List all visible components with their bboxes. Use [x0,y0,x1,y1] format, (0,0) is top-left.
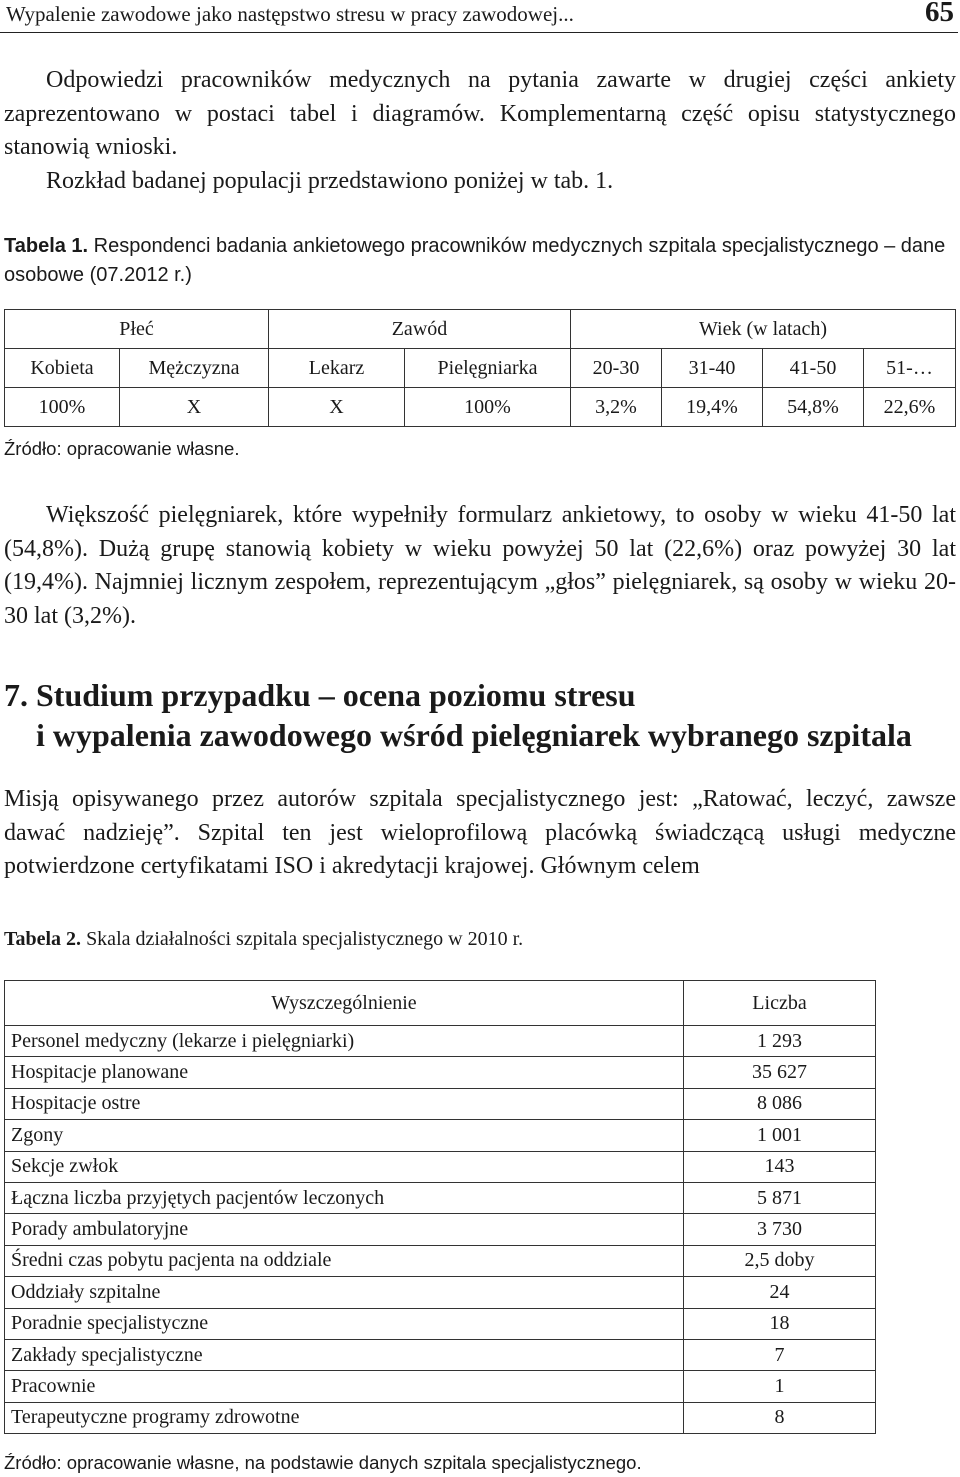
table1-value-cell: X [269,388,405,427]
table1-group-cell: Zawód [269,310,571,349]
table2-row [5,1277,876,1308]
table2-value-cell: 7 [684,1339,876,1370]
table2-value-cell: 3 730 [684,1214,876,1245]
table1 [4,309,956,427]
page-header [0,0,958,33]
table2-label-cell: Poradnie specjalistyczne [5,1308,684,1339]
table1-value-cell: 3,2% [571,388,662,427]
table2-row [5,1371,876,1402]
table1-value-cell: 54,8% [763,388,864,427]
table1-header-cell: Kobieta [5,349,120,388]
table2-row [5,1026,876,1057]
table2-label-cell: Hospitacje planowane [5,1057,684,1088]
table2-value-cell: 8 [684,1402,876,1433]
table1-value-cell: 100% [5,388,120,427]
table1-header-cell: 20-30 [571,349,662,388]
table2-label-cell: Hospitacje ostre [5,1088,684,1119]
table1-group-cell: Płeć [5,310,269,349]
table2-header-cell: Wyszczególnienie [5,981,684,1026]
table1-value-cell: 19,4% [662,388,763,427]
table2-label-cell: Pracownie [5,1371,684,1402]
intro-paragraph: Odpowiedzi pracowników medycznych na pytania zawarte w drugiej części ankiety zaprezentowano w postaci tabel i diagramów. Komplementarną część opisu statystycznego stanowią wnioski. [4,67,956,160]
table1-header-row [5,349,956,388]
table2-label: Tabela 2. [4,928,82,950]
table1-value-cell: 100% [405,388,571,427]
table2-value-cell: 2,5 doby [684,1245,876,1276]
table2-row [5,1182,876,1213]
table2-value-cell: 24 [684,1277,876,1308]
table2-header-cell: Liczba [684,981,876,1026]
table2-source: Źródło: opracowanie własne, na podstawie danych szpitala specjalistycznego. [4,1452,642,1473]
table2-row [5,1151,876,1182]
table1-header-cell: Pielęgniarka [405,349,571,388]
mission-paragraph: Misją opisywanego przez autorów szpitala specjalistycznego jest: „Ratować, leczyć, zawsze dawać nadzieję”. Szpital ten jest wieloprofilową placówką świadczącą usługi medyczne potwierdzone certyfikatami ISO i akredytacji krajowej. Głównym celem [4,786,956,879]
section-heading-line1: 7. Studium przypadku – ocena poziomu stresu [4,677,636,713]
table2-label-cell: Terapeutyczne programy zdrowotne [5,1402,684,1433]
table2-row [5,1057,876,1088]
table2-row [5,1245,876,1276]
table1-header-cell: Mężczyzna [120,349,269,388]
table2-row [5,1402,876,1433]
table2-value-cell: 143 [684,1151,876,1182]
table2-value-cell: 8 086 [684,1088,876,1119]
table2-label-cell: Średni czas pobytu pacjenta na oddziale [5,1245,684,1276]
table1-header-cell: 51-… [864,349,956,388]
table2-header-row [5,981,876,1026]
table1-group-cell: Wiek (w latach) [571,310,956,349]
table2-row [5,1214,876,1245]
table2-value-cell: 18 [684,1308,876,1339]
intro-paragraph-2: Rozkład badanej populacji przedstawiono poniżej w tab. 1. [46,168,614,194]
section-heading-line2: i wypalenia zawodowego wśród pielęgniarek wybranego szpitala [36,717,912,753]
table1-caption [4,232,956,290]
page-number: 65 [925,0,954,28]
table1-header-cell: 31-40 [662,349,763,388]
summary-paragraph: Większość pielęgniarek, które wypełniły formularz ankietowy, to osoby w wieku 41-50 lat (54,8%). Dużą grupę stanowią kobiety w wieku powyżej 50 lat (22,6%) oraz powyżej 30 lat (19,4%). Najmniej licznym zespołem, reprezentującym „głos” pielęgniarek, są osoby w wieku 20-30 lat (3,2%). [4,502,956,629]
table2-label-cell: Zgony [5,1120,684,1151]
table1-header-cell: Lekarz [269,349,405,388]
section-heading [4,675,956,755]
table2-label-cell: Zakłady specjalistyczne [5,1339,684,1370]
table2-value-cell: 1 [684,1371,876,1402]
running-title: Wypalenie zawodowe jako następstwo stresu w pracy zawodowej... [6,2,574,26]
table1-header-cell: 41-50 [763,349,864,388]
table2-label-cell: Oddziały szpitalne [5,1277,684,1308]
table2-value-cell: 1 293 [684,1026,876,1057]
table1-source: Źródło: opracowanie własne. [4,438,240,459]
table2-row [5,1308,876,1339]
table2-label-cell: Personel medyczny (lekarze i pielęgniarki) [5,1026,684,1057]
table2-label-cell: Łączna liczba przyjętych pacjentów leczonych [5,1182,684,1213]
table1-value-cell: X [120,388,269,427]
table1-group-row [5,310,956,349]
table2-row [5,1120,876,1151]
table2-row [5,1339,876,1370]
table1-caption-text: Respondenci badania ankietowego pracowników medycznych szpitala specjalistycznego – dane osobowe (07.2012 r.) [4,235,946,286]
table2-value-cell: 35 627 [684,1057,876,1088]
table1-value-row [5,388,956,427]
table2-caption [4,928,523,951]
table2 [4,980,876,1434]
table2-caption-text: Skala działalności szpitala specjalistycznego w 2010 r. [81,928,524,950]
table2-value-cell: 5 871 [684,1182,876,1213]
table2-label-cell: Porady ambulatoryjne [5,1214,684,1245]
table1-label: Tabela 1. [4,235,89,257]
table2-row [5,1088,876,1119]
table1-value-cell: 22,6% [864,388,956,427]
table2-label-cell: Sekcje zwłok [5,1151,684,1182]
table2-value-cell: 1 001 [684,1120,876,1151]
